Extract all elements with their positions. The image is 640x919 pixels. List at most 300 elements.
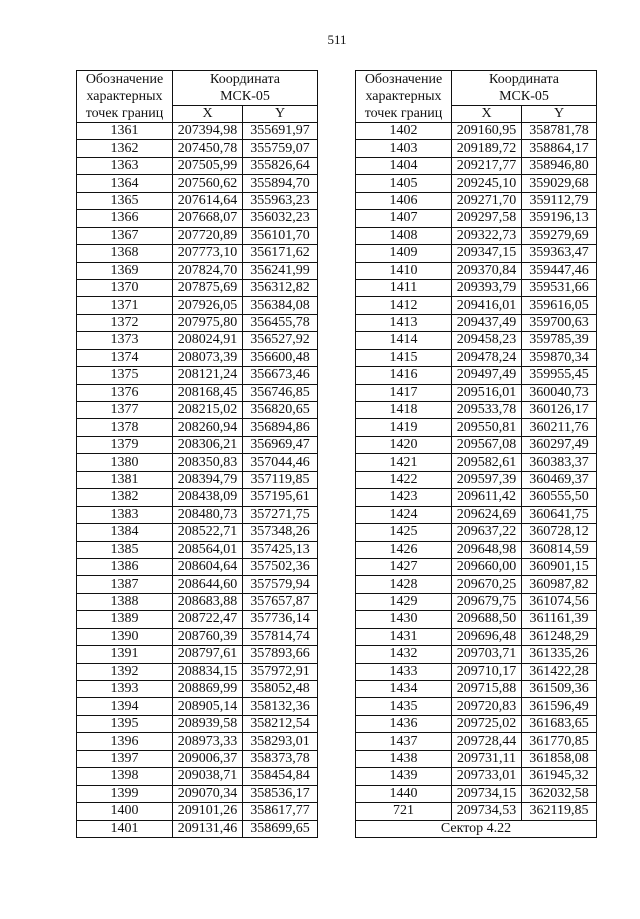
- table-row: [356, 628, 597, 645]
- table-row: [356, 210, 597, 227]
- y-coordinate-cell: 357044,46: [243, 454, 318, 471]
- point-id-cell: 1365: [77, 192, 173, 209]
- x-coordinate-cell: 209720,83: [452, 698, 522, 715]
- x-coordinate-cell: 207720,89: [173, 227, 243, 244]
- table-row: [356, 768, 597, 785]
- point-designation-header: [356, 71, 452, 123]
- table-row: [356, 803, 597, 820]
- table-row: [77, 140, 318, 157]
- point-id-cell: 1377: [77, 402, 173, 419]
- x-coordinate-cell: 207824,70: [173, 262, 243, 279]
- x-coordinate-cell: 207394,98: [173, 123, 243, 140]
- x-coordinate-cell: 209217,77: [452, 157, 522, 174]
- point-id-cell: 1379: [77, 436, 173, 453]
- y-coordinate-cell: 356455,78: [243, 314, 318, 331]
- y-coordinate-cell: 361248,29: [522, 628, 597, 645]
- y-coordinate-cell: 359447,46: [522, 262, 597, 279]
- point-id-cell: 1408: [356, 227, 452, 244]
- point-id-cell: 1435: [356, 698, 452, 715]
- table-row: [356, 227, 597, 244]
- point-id-cell: 1419: [356, 419, 452, 436]
- y-coordinate-cell: 355894,70: [243, 175, 318, 192]
- point-id-cell: 1440: [356, 785, 452, 802]
- y-coordinate-cell: 357348,26: [243, 524, 318, 541]
- x-coordinate-cell: 208073,39: [173, 349, 243, 366]
- x-coordinate-cell: 208564,01: [173, 541, 243, 558]
- point-id-cell: 1373: [77, 332, 173, 349]
- point-id-cell: 1432: [356, 646, 452, 663]
- point-id-cell: 1400: [77, 803, 173, 820]
- table-row: [77, 558, 318, 575]
- point-id-cell: 1428: [356, 576, 452, 593]
- table-row: [356, 681, 597, 698]
- point-id-cell: 1397: [77, 750, 173, 767]
- y-coordinate-cell: 360641,75: [522, 506, 597, 523]
- y-coordinate-cell: 356820,65: [243, 402, 318, 419]
- table-row: [356, 454, 597, 471]
- table-row: [77, 628, 318, 645]
- table-row: [356, 593, 597, 610]
- table-body: [356, 123, 597, 838]
- y-coordinate-cell: 356384,08: [243, 297, 318, 314]
- y-coordinate-cell: 359955,45: [522, 367, 597, 384]
- point-id-cell: 1394: [77, 698, 173, 715]
- y-coordinate-cell: 358454,84: [243, 768, 318, 785]
- x-coordinate-cell: 209710,17: [452, 663, 522, 680]
- table-row: [77, 785, 318, 802]
- y-coordinate-cell: 357425,13: [243, 541, 318, 558]
- y-coordinate-cell: 355963,23: [243, 192, 318, 209]
- y-coordinate-cell: 358864,17: [522, 140, 597, 157]
- y-coordinate-cell: 356673,46: [243, 367, 318, 384]
- table-row: [77, 314, 318, 331]
- y-coordinate-cell: 355691,97: [243, 123, 318, 140]
- y-coordinate-cell: 358293,01: [243, 733, 318, 750]
- y-coordinate-cell: 356171,62: [243, 245, 318, 262]
- x-coordinate-cell: 209670,25: [452, 576, 522, 593]
- y-coordinate-cell: 357736,14: [243, 611, 318, 628]
- point-id-cell: 1383: [77, 506, 173, 523]
- x-coordinate-cell: 209679,75: [452, 593, 522, 610]
- point-designation-header: [77, 71, 173, 123]
- table-row: [77, 419, 318, 436]
- point-id-cell: 1390: [77, 628, 173, 645]
- y-coordinate-cell: 357814,74: [243, 628, 318, 645]
- table-row: [77, 262, 318, 279]
- x-coordinate-cell: 209245,10: [452, 175, 522, 192]
- table-row: [77, 297, 318, 314]
- table-row: [77, 593, 318, 610]
- y-coordinate-cell: 361335,26: [522, 646, 597, 663]
- y-coordinate-cell: 359531,66: [522, 279, 597, 296]
- x-coordinate-cell: 209347,15: [452, 245, 522, 262]
- x-coordinate-cell: 209715,88: [452, 681, 522, 698]
- x-coordinate-cell: 209688,50: [452, 611, 522, 628]
- y-coordinate-cell: 360814,59: [522, 541, 597, 558]
- y-column-header: Y: [522, 106, 597, 123]
- x-coordinate-cell: 209550,81: [452, 419, 522, 436]
- y-coordinate-cell: 359870,34: [522, 349, 597, 366]
- point-id-cell: 1361: [77, 123, 173, 140]
- x-coordinate-cell: 209458,23: [452, 332, 522, 349]
- point-id-cell: 1375: [77, 367, 173, 384]
- y-coordinate-cell: 357119,85: [243, 471, 318, 488]
- point-id-cell: 1410: [356, 262, 452, 279]
- header-line: МСК-05: [499, 89, 549, 104]
- point-id-cell: 1412: [356, 297, 452, 314]
- point-id-cell: 1439: [356, 768, 452, 785]
- table-row: [77, 402, 318, 419]
- x-coordinate-cell: 207875,69: [173, 279, 243, 296]
- y-column-header: Y: [243, 106, 318, 123]
- point-id-cell: 1406: [356, 192, 452, 209]
- point-id-cell: 1421: [356, 454, 452, 471]
- point-id-cell: 1380: [77, 454, 173, 471]
- x-coordinate-cell: 207773,10: [173, 245, 243, 262]
- table-row: [356, 436, 597, 453]
- y-coordinate-cell: 360383,37: [522, 454, 597, 471]
- x-coordinate-cell: 208834,15: [173, 663, 243, 680]
- point-id-cell: 1427: [356, 558, 452, 575]
- point-id-cell: 1422: [356, 471, 452, 488]
- y-coordinate-cell: 357972,91: [243, 663, 318, 680]
- table-row: [77, 332, 318, 349]
- y-coordinate-cell: 355759,07: [243, 140, 318, 157]
- y-coordinate-cell: 360555,50: [522, 489, 597, 506]
- y-coordinate-cell: 358617,77: [243, 803, 318, 820]
- point-id-cell: 1399: [77, 785, 173, 802]
- table-row: [356, 384, 597, 401]
- x-coordinate-cell: 209624,69: [452, 506, 522, 523]
- point-id-cell: 1411: [356, 279, 452, 296]
- table-body: [77, 123, 318, 838]
- table-row: [77, 646, 318, 663]
- point-id-cell: 1405: [356, 175, 452, 192]
- point-id-cell: 1415: [356, 349, 452, 366]
- point-id-cell: 1424: [356, 506, 452, 523]
- table-row: [356, 715, 597, 732]
- y-coordinate-cell: 356969,47: [243, 436, 318, 453]
- point-id-cell: 1376: [77, 384, 173, 401]
- table-row: [356, 663, 597, 680]
- point-id-cell: 1389: [77, 611, 173, 628]
- point-id-cell: 721: [356, 803, 452, 820]
- y-coordinate-cell: 356312,82: [243, 279, 318, 296]
- point-id-cell: 1407: [356, 210, 452, 227]
- x-coordinate-cell: 209297,58: [452, 210, 522, 227]
- table-row: [77, 227, 318, 244]
- table-row: [356, 349, 597, 366]
- x-coordinate-cell: 207450,78: [173, 140, 243, 157]
- table-row: [356, 558, 597, 575]
- y-coordinate-cell: 359112,79: [522, 192, 597, 209]
- x-coordinate-cell: 208797,61: [173, 646, 243, 663]
- table-row: [356, 332, 597, 349]
- y-coordinate-cell: 359279,69: [522, 227, 597, 244]
- x-coordinate-cell: 209733,01: [452, 768, 522, 785]
- x-coordinate-cell: 208168,45: [173, 384, 243, 401]
- table-row: [77, 279, 318, 296]
- point-id-cell: 1367: [77, 227, 173, 244]
- page-number: 511: [327, 32, 347, 47]
- y-coordinate-cell: 358212,54: [243, 715, 318, 732]
- y-coordinate-cell: 360211,76: [522, 419, 597, 436]
- y-coordinate-cell: 357657,87: [243, 593, 318, 610]
- point-id-cell: 1384: [77, 524, 173, 541]
- point-id-cell: 1434: [356, 681, 452, 698]
- x-coordinate-cell: 209734,15: [452, 785, 522, 802]
- point-id-cell: 1414: [356, 332, 452, 349]
- point-id-cell: 1418: [356, 402, 452, 419]
- y-coordinate-cell: 358781,78: [522, 123, 597, 140]
- point-id-cell: 1366: [77, 210, 173, 227]
- x-coordinate-cell: 209696,48: [452, 628, 522, 645]
- point-id-cell: 1433: [356, 663, 452, 680]
- y-coordinate-cell: 357579,94: [243, 576, 318, 593]
- header-line: МСК-05: [220, 89, 270, 104]
- point-id-cell: 1391: [77, 646, 173, 663]
- point-id-cell: 1378: [77, 419, 173, 436]
- x-coordinate-cell: 209611,42: [452, 489, 522, 506]
- point-id-cell: 1370: [77, 279, 173, 296]
- table-row: [77, 367, 318, 384]
- y-coordinate-cell: 360728,12: [522, 524, 597, 541]
- y-coordinate-cell: 361074,56: [522, 593, 597, 610]
- x-coordinate-cell: 208438,09: [173, 489, 243, 506]
- x-coordinate-cell: 209734,53: [452, 803, 522, 820]
- coordinates-table-right: [355, 70, 597, 838]
- header-line: точек границ: [364, 106, 443, 121]
- table-row: [356, 506, 597, 523]
- y-coordinate-cell: 361770,85: [522, 733, 597, 750]
- x-coordinate-cell: 209437,49: [452, 314, 522, 331]
- x-coordinate-cell: 208024,91: [173, 332, 243, 349]
- x-coordinate-cell: 209160,95: [452, 123, 522, 140]
- x-coordinate-cell: 209416,01: [452, 297, 522, 314]
- table-row: [77, 210, 318, 227]
- y-coordinate-cell: 356032,23: [243, 210, 318, 227]
- point-id-cell: 1362: [77, 140, 173, 157]
- table-row: [356, 419, 597, 436]
- table-row: [77, 663, 318, 680]
- x-coordinate-cell: 208350,83: [173, 454, 243, 471]
- y-coordinate-cell: 356101,70: [243, 227, 318, 244]
- point-id-cell: 1393: [77, 681, 173, 698]
- table-header: [77, 71, 318, 123]
- x-coordinate-cell: 208869,99: [173, 681, 243, 698]
- point-id-cell: 1436: [356, 715, 452, 732]
- table-row: [356, 698, 597, 715]
- y-coordinate-cell: 355826,64: [243, 157, 318, 174]
- x-column-header: X: [452, 106, 522, 123]
- table-row: [356, 524, 597, 541]
- table-row: [77, 698, 318, 715]
- table-row: [77, 471, 318, 488]
- table-row: [356, 750, 597, 767]
- table-row: [356, 314, 597, 331]
- table-row: [77, 715, 318, 732]
- table-row: [356, 471, 597, 488]
- table-row: [77, 506, 318, 523]
- point-id-cell: 1387: [77, 576, 173, 593]
- y-coordinate-cell: 356527,92: [243, 332, 318, 349]
- table-row: [356, 489, 597, 506]
- table-row: [356, 367, 597, 384]
- table-row: [77, 768, 318, 785]
- x-coordinate-cell: 208480,73: [173, 506, 243, 523]
- table-row: [77, 245, 318, 262]
- x-column-header: X: [173, 106, 243, 123]
- table-row: [356, 733, 597, 750]
- header-line: Обозначение: [364, 72, 443, 87]
- point-id-cell: 1429: [356, 593, 452, 610]
- x-coordinate-cell: 208121,24: [173, 367, 243, 384]
- point-id-cell: 1420: [356, 436, 452, 453]
- point-id-cell: 1403: [356, 140, 452, 157]
- table-row: [77, 611, 318, 628]
- y-coordinate-cell: 361858,08: [522, 750, 597, 767]
- table-row: [77, 733, 318, 750]
- point-id-cell: 1386: [77, 558, 173, 575]
- point-id-cell: 1363: [77, 157, 173, 174]
- table-row: [77, 820, 318, 837]
- y-coordinate-cell: 361945,32: [522, 768, 597, 785]
- point-id-cell: 1398: [77, 768, 173, 785]
- x-coordinate-cell: 209703,71: [452, 646, 522, 663]
- x-coordinate-cell: 209271,70: [452, 192, 522, 209]
- coordinates-table-left: [76, 70, 318, 838]
- x-coordinate-cell: 207560,62: [173, 175, 243, 192]
- table-row: [77, 123, 318, 140]
- x-coordinate-cell: 207668,07: [173, 210, 243, 227]
- sector-label: Сектор 4.22: [356, 820, 597, 837]
- header-line: точек границ: [85, 106, 164, 121]
- table-row: [356, 279, 597, 296]
- x-coordinate-cell: 208306,21: [173, 436, 243, 453]
- table-row: [77, 750, 318, 767]
- table-row: [356, 192, 597, 209]
- point-id-cell: 1385: [77, 541, 173, 558]
- point-id-cell: 1371: [77, 297, 173, 314]
- table-row: [77, 681, 318, 698]
- y-coordinate-cell: 360297,49: [522, 436, 597, 453]
- x-coordinate-cell: 209070,34: [173, 785, 243, 802]
- x-coordinate-cell: 207505,99: [173, 157, 243, 174]
- coordinate-system-header: [452, 71, 597, 106]
- sector-row: [356, 820, 597, 837]
- x-coordinate-cell: 208683,88: [173, 593, 243, 610]
- x-coordinate-cell: 209582,61: [452, 454, 522, 471]
- header-row: [356, 71, 597, 106]
- x-coordinate-cell: 209038,71: [173, 768, 243, 785]
- header-row: [77, 71, 318, 106]
- table-row: [77, 489, 318, 506]
- point-id-cell: 1368: [77, 245, 173, 262]
- table-row: [77, 803, 318, 820]
- y-coordinate-cell: 359196,13: [522, 210, 597, 227]
- y-coordinate-cell: 361422,28: [522, 663, 597, 680]
- x-coordinate-cell: 209497,49: [452, 367, 522, 384]
- table-row: [356, 123, 597, 140]
- header-line: Координата: [210, 72, 280, 87]
- x-coordinate-cell: 208973,33: [173, 733, 243, 750]
- point-id-cell: 1401: [77, 820, 173, 837]
- y-coordinate-cell: 358536,17: [243, 785, 318, 802]
- point-id-cell: 1416: [356, 367, 452, 384]
- y-coordinate-cell: 360987,82: [522, 576, 597, 593]
- x-coordinate-cell: 209006,37: [173, 750, 243, 767]
- header-line: характерных: [86, 89, 163, 104]
- table-row: [77, 157, 318, 174]
- header-line: Обозначение: [85, 72, 164, 87]
- table-row: [356, 157, 597, 174]
- y-coordinate-cell: 357195,61: [243, 489, 318, 506]
- table-row: [77, 576, 318, 593]
- point-id-cell: 1402: [356, 123, 452, 140]
- table-row: [77, 384, 318, 401]
- y-coordinate-cell: 357271,75: [243, 506, 318, 523]
- x-coordinate-cell: 208939,58: [173, 715, 243, 732]
- x-coordinate-cell: 209637,22: [452, 524, 522, 541]
- table-row: [356, 785, 597, 802]
- table-row: [356, 175, 597, 192]
- point-id-cell: 1374: [77, 349, 173, 366]
- point-id-cell: 1364: [77, 175, 173, 192]
- point-id-cell: 1431: [356, 628, 452, 645]
- x-coordinate-cell: 209516,01: [452, 384, 522, 401]
- y-coordinate-cell: 356600,48: [243, 349, 318, 366]
- point-id-cell: 1430: [356, 611, 452, 628]
- y-coordinate-cell: 358946,80: [522, 157, 597, 174]
- table-row: [77, 192, 318, 209]
- point-id-cell: 1417: [356, 384, 452, 401]
- point-id-cell: 1438: [356, 750, 452, 767]
- y-coordinate-cell: 359616,05: [522, 297, 597, 314]
- x-coordinate-cell: 209660,00: [452, 558, 522, 575]
- x-coordinate-cell: 209131,46: [173, 820, 243, 837]
- table-row: [356, 646, 597, 663]
- table-row: [77, 541, 318, 558]
- x-coordinate-cell: 207926,05: [173, 297, 243, 314]
- x-coordinate-cell: 209101,26: [173, 803, 243, 820]
- x-coordinate-cell: 208394,79: [173, 471, 243, 488]
- point-id-cell: 1392: [77, 663, 173, 680]
- y-coordinate-cell: 359029,68: [522, 175, 597, 192]
- point-id-cell: 1372: [77, 314, 173, 331]
- point-id-cell: 1423: [356, 489, 452, 506]
- y-coordinate-cell: 358699,65: [243, 820, 318, 837]
- x-coordinate-cell: 209728,44: [452, 733, 522, 750]
- y-coordinate-cell: 357893,66: [243, 646, 318, 663]
- x-coordinate-cell: 208760,39: [173, 628, 243, 645]
- y-coordinate-cell: 360901,15: [522, 558, 597, 575]
- y-coordinate-cell: 359363,47: [522, 245, 597, 262]
- x-coordinate-cell: 209370,84: [452, 262, 522, 279]
- y-coordinate-cell: 361509,36: [522, 681, 597, 698]
- point-id-cell: 1413: [356, 314, 452, 331]
- y-coordinate-cell: 359785,39: [522, 332, 597, 349]
- y-coordinate-cell: 360469,37: [522, 471, 597, 488]
- x-coordinate-cell: 208905,14: [173, 698, 243, 715]
- y-coordinate-cell: 360126,17: [522, 402, 597, 419]
- table-row: [356, 245, 597, 262]
- table-row: [356, 541, 597, 558]
- header-line: Координата: [489, 72, 559, 87]
- x-coordinate-cell: 209322,73: [452, 227, 522, 244]
- point-id-cell: 1369: [77, 262, 173, 279]
- y-coordinate-cell: 362119,85: [522, 803, 597, 820]
- x-coordinate-cell: 208522,71: [173, 524, 243, 541]
